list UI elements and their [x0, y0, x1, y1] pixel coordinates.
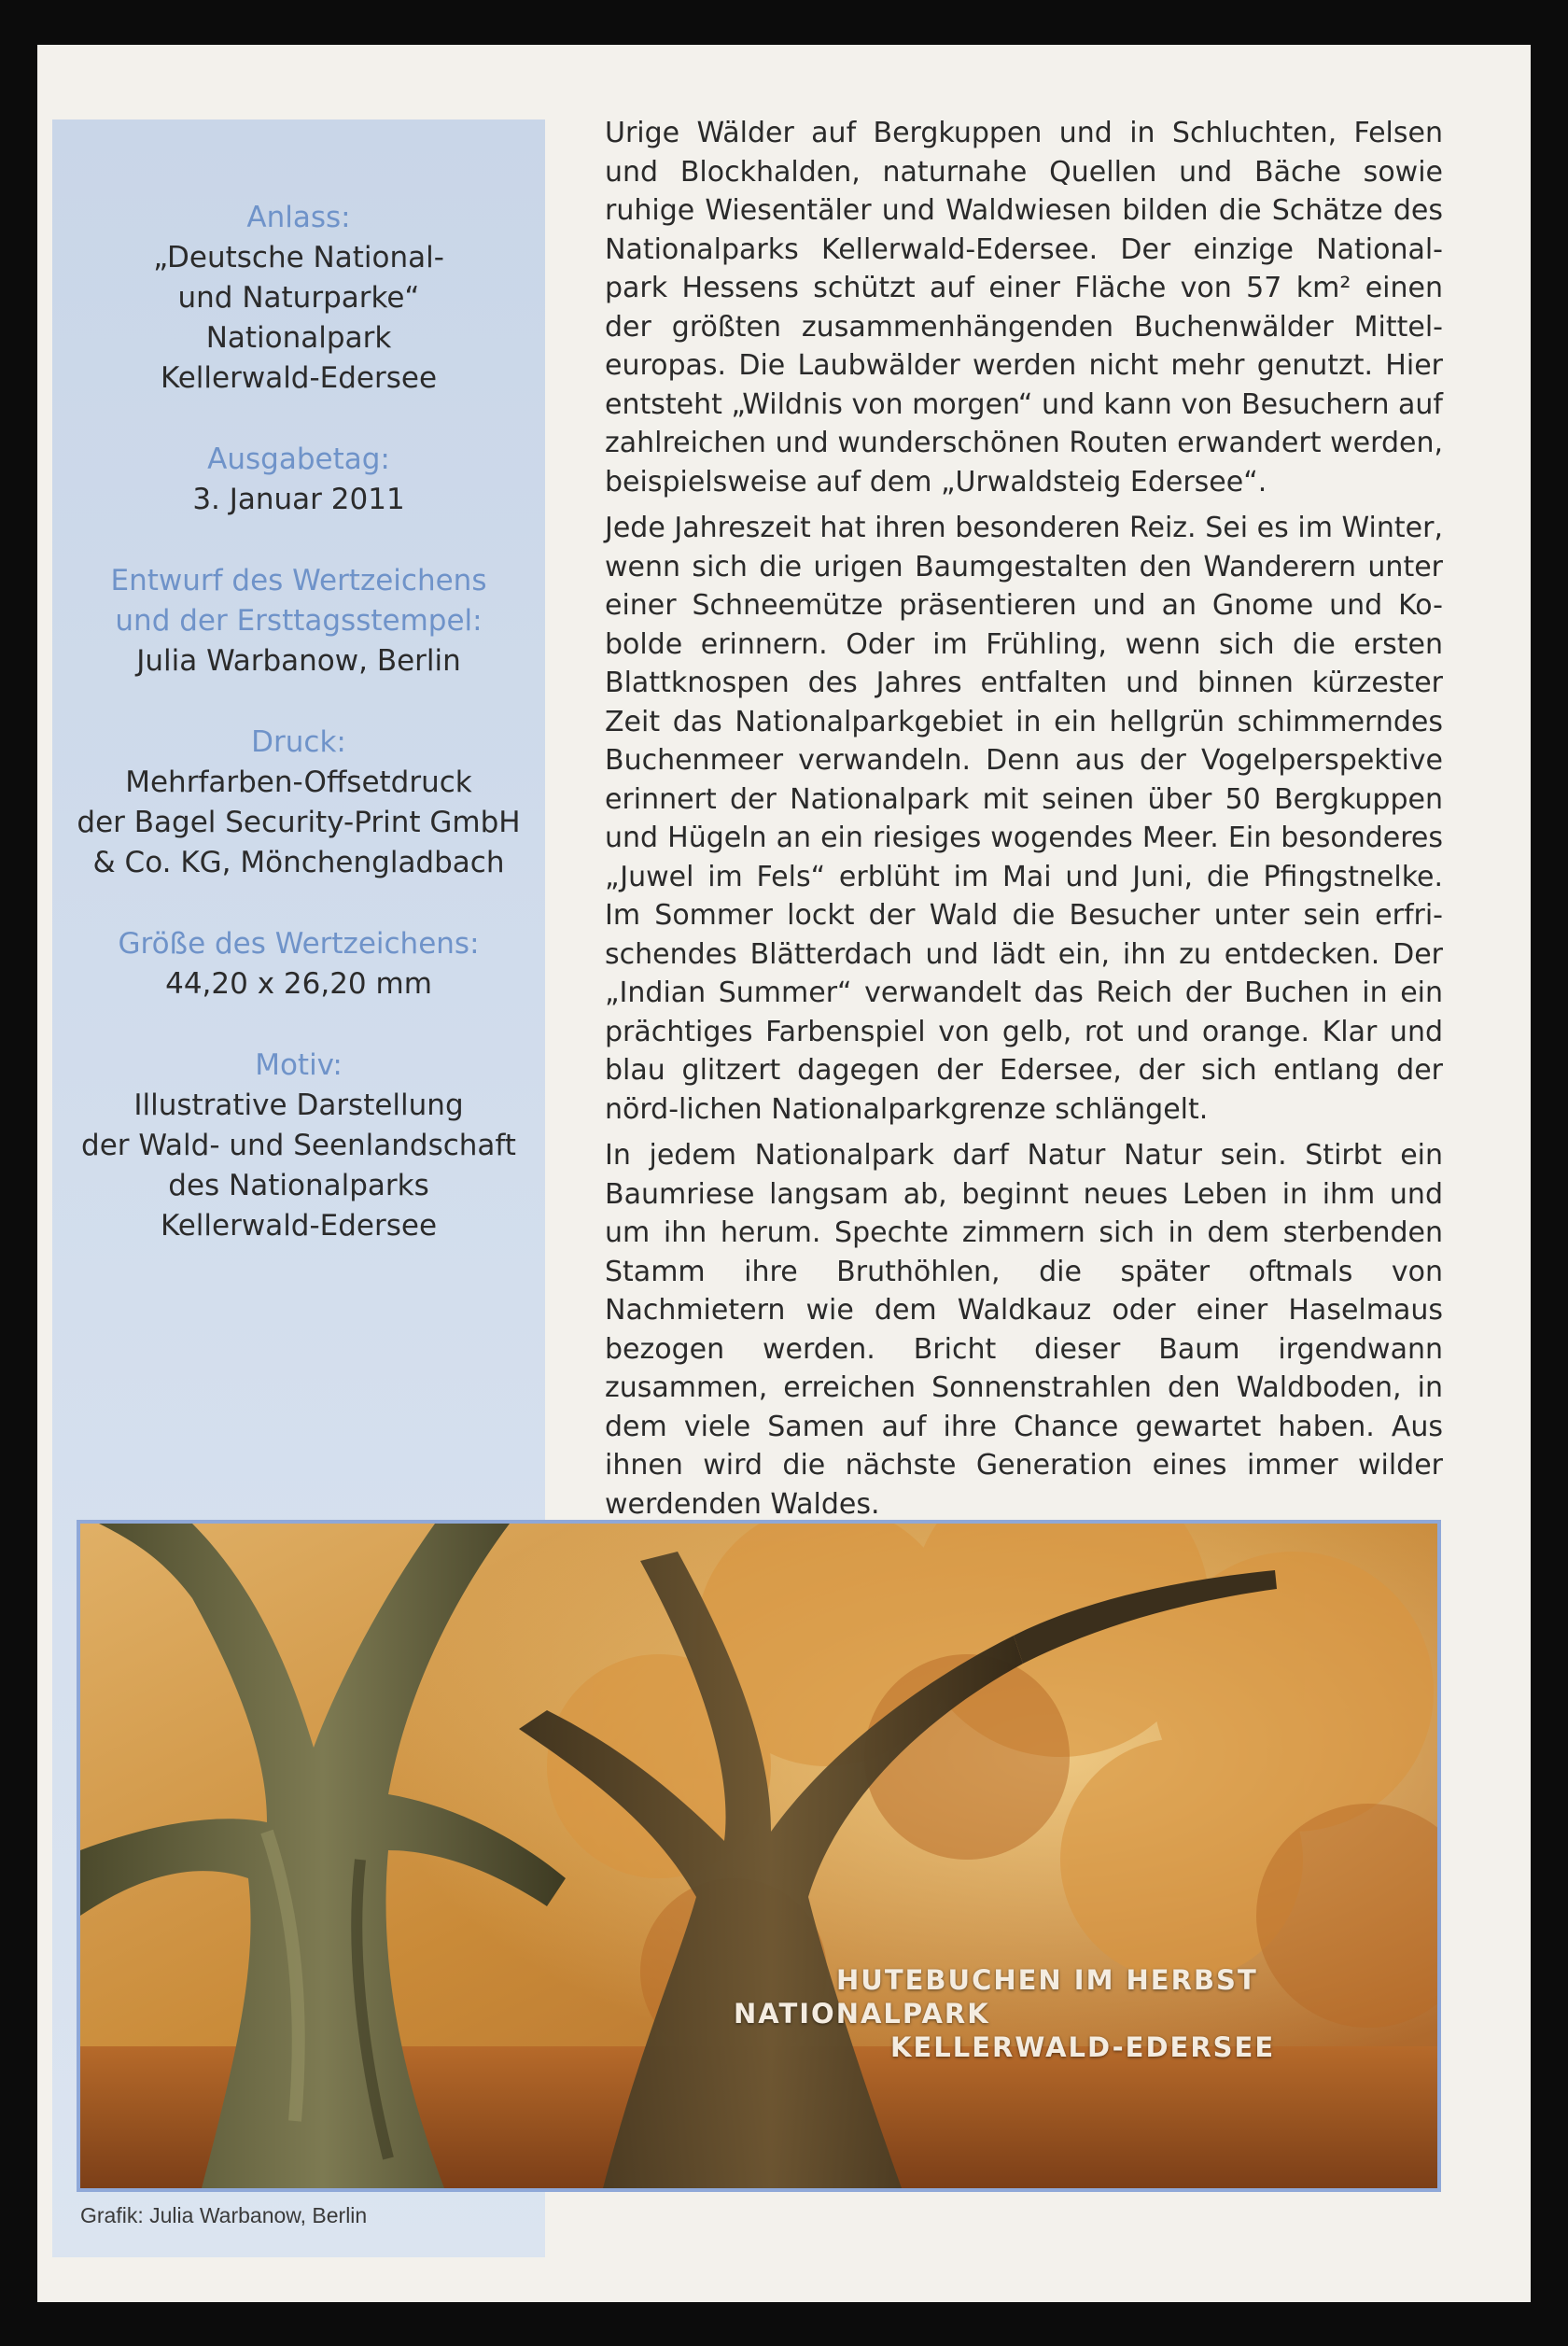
groesse-value: 44,20 x 26,20 mm	[165, 967, 432, 1001]
motiv-line: der Wald- und Seenlandschaft	[81, 1129, 516, 1162]
motiv-block	[52, 1046, 545, 1246]
entwurf-block	[52, 561, 545, 681]
paragraph: In jedem Nationalpark darf Natur Natur sein. Stirbt ein Baumriese langsam ab, beginnt neues Leben in ihm und um ihn herum. Spechte zimmern sich in dem sterbenden Stamm ihre Bruthöhlen, die später oftmals von Nachmietern wie dem Waldkauz oder einer Haselmaus bezogen werden. Bricht dieser Baum irgendwann zusammen, erreichen Sonnenstrahlen den Waldboden, in dem viele Samen auf ihre Chance gewartet haben. Aus ihnen wird die nächste Generation eines immer wilder werdenden Waldes.	[605, 1139, 1443, 1521]
druck-line: & Co. KG, Mönchengladbach	[92, 846, 505, 879]
graphic-credit: Grafik: Julia Warbanow, Berlin	[80, 2203, 368, 2227]
druck-line: Mehrfarben-Offsetdruck	[125, 766, 472, 799]
anlass-block	[52, 198, 545, 399]
ausgabetag-value: 3. Januar 2011	[192, 483, 405, 516]
caption-line: KELLERWALD-EDERSEE	[890, 2031, 1276, 2063]
caption-line: NATIONALPARK	[734, 1998, 990, 2030]
druck-line: der Bagel Security-Print GmbH	[77, 806, 521, 839]
entwurf-label: Entwurf des Wertzeichens	[110, 564, 487, 597]
entwurf-value: Julia Warbanow, Berlin	[136, 644, 461, 678]
anlass-line: und Naturparke“	[177, 281, 420, 315]
entwurf-label: und der Ersttagsstempel:	[115, 604, 483, 638]
motiv-line: Illustrative Darstellung	[133, 1089, 464, 1122]
anlass-line: Nationalpark	[205, 321, 392, 355]
anlass-line: „Deutsche National-	[153, 241, 444, 274]
motiv-line: des Nationalparks	[168, 1169, 429, 1202]
anlass-line: Kellerwald-Edersee	[160, 361, 438, 395]
ausgabetag-label: Ausgabetag:	[207, 443, 390, 476]
groesse-label: Größe des Wertzeichens:	[118, 927, 480, 961]
article-body	[605, 114, 1443, 1531]
motiv-label: Motiv:	[255, 1048, 343, 1082]
druck-label: Druck:	[251, 725, 346, 759]
ausgabetag-block	[52, 440, 545, 520]
caption-line: HUTEBUCHEN IM HERBST	[836, 1964, 1258, 1996]
forest-photo	[77, 1520, 1441, 2192]
groesse-block	[52, 924, 545, 1004]
motiv-line: Kellerwald-Edersee	[160, 1209, 438, 1243]
stamp-info	[52, 198, 545, 1287]
photo-caption	[80, 1524, 1437, 2188]
druck-block	[52, 723, 545, 883]
anlass-label: Anlass:	[246, 201, 351, 234]
paragraph: Urige Wälder auf Bergkuppen und in Schluchten, Felsen und Blockhalden, naturnahe Quellen und Bäche sowie ruhige Wiesentäler und Waldwiesen bilden die Schätze des Nationalparks Kellerwald-Edersee. Der einzige National-park Hessens schützt auf einer Fläche von 57 km² einen der größten zusammenhängenden Buchenwälder Mittel-europas. Die Laubwälder werden nicht mehr genutzt. Hier entsteht „Wildnis von morgen“ und kann von Besuchern auf zahlreichen und wunderschönen Routen erwandert werden, beispielsweise auf dem „Urwaldsteig Edersee“.	[605, 117, 1443, 499]
paragraph: Jede Jahreszeit hat ihren besonderen Reiz. Sei es im Winter, wenn sich die urigen Baumgestalten den Wanderern unter einer Schneemütze präsentieren und an Gnome und Ko-bolde erinnern. Oder im Frühling, wenn sich die ersten Blattknospen des Jahres entfalten und binnen kürzester Zeit das Nationalparkgebiet in ein hellgrün schimmerndes Buchenmeer verwandeln. Denn aus der Vogelperspektive erinnert der Nationalpark mit seinen über 50 Bergkuppen und Hügeln an ein riesiges wogendes Meer. Ein besonderes „Juwel im Fels“ erblüht im Mai und Juni, die Pfingstnelke. Im Sommer lockt der Wald die Besucher unter sein erfri-schendes Blätterdach und lädt ein, ihn zu entdecken. Der „Indian Summer“ verwandelt das Reich der Buchen in ein prächtiges Farbenspiel von gelb, rot und orange. Klar und blau glitzert dagegen der Edersee, der sich entlang der nörd-lichen Nationalparkgrenze schlängelt.	[605, 512, 1443, 1126]
